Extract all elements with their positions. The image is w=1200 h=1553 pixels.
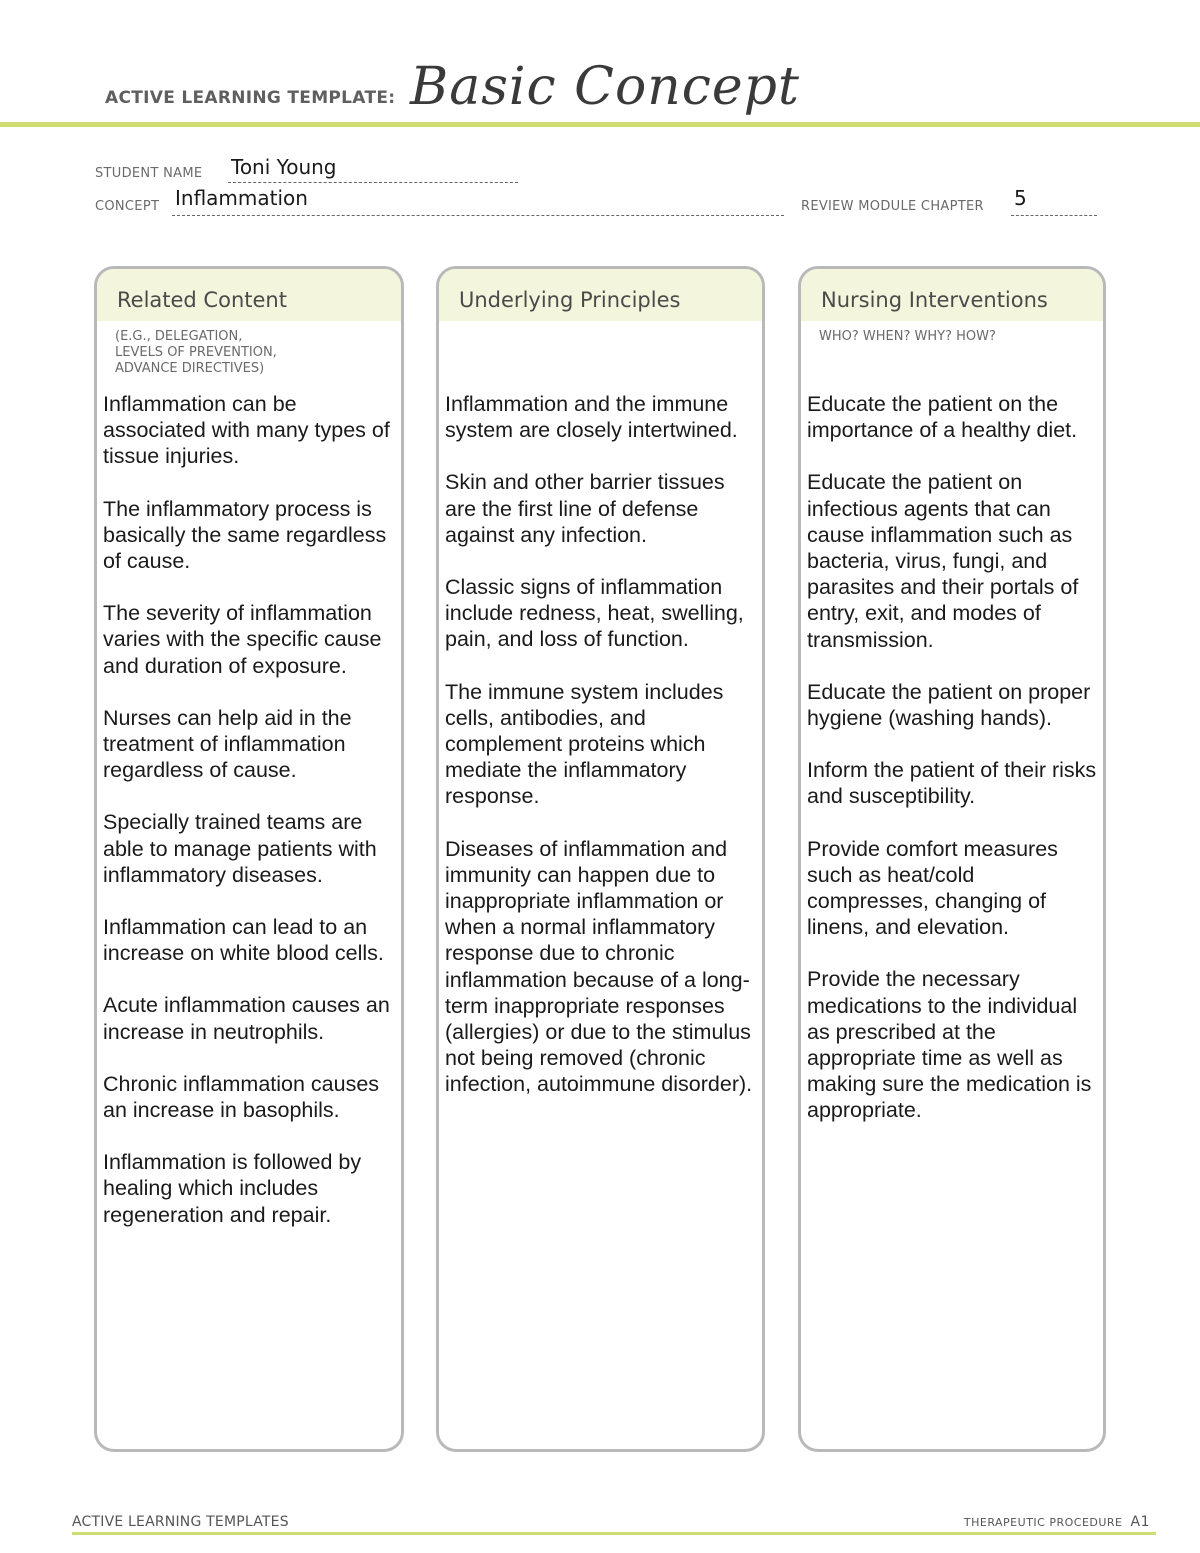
concept-value: Inflammation [175,186,308,210]
chapter-label: REVIEW MODULE CHAPTER [801,199,984,214]
paragraph: Skin and other barrier tissues are the first line of defense against any infection. [445,470,725,547]
paragraph: Educate the patient on infectious agents that can cause inflammation such as bacteria, virus, fungi, and parasites and their portals of entry, exit, and modes of transmission. [807,470,1079,652]
nursing-interventions-panel [798,266,1106,1452]
paragraph: Inflammation and the immune system are closely intertwined. [445,392,738,443]
student-name-label: STUDENT NAME [95,166,203,181]
paragraph: Educate the patient on proper hygiene (washing hands). [807,679,1091,731]
footer-left-label: ACTIVE LEARNING TEMPLATES [72,1514,289,1530]
paragraph: Inflammation can be associated with many types of tissue injuries. [103,392,390,469]
paragraph: Specially trained teams are able to manage patients with inflammatory diseases. [103,810,377,887]
underlying-principles-title: Underlying Principles [459,288,681,312]
panel-header [801,269,1103,321]
underlying-principles-panel [436,266,765,1452]
footer-right-label [964,1514,1150,1530]
page-title: Basic Concept [410,57,800,117]
paragraph: The inflammatory process is basically the same regardless of cause. [103,496,387,574]
paragraph: The severity of inflammation varies with the specific cause and duration of exposure. [103,601,382,678]
nursing-interventions-subtitle: WHO? WHEN? WHY? HOW? [819,329,996,344]
footer-code: A1 [1130,1514,1150,1530]
paragraph: The immune system includes cells, antibodies, and complement proteins which mediate the inflammatory response. [445,679,724,809]
related-content-body[interactable] [103,391,395,1254]
page-header [105,55,1105,125]
paragraph: Provide comfort measures such as heat/cold compresses, changing of linens, and elevation. [807,836,1058,940]
paragraph: Inform the patient of their risks and susceptibility. [807,758,1097,809]
paragraph: Provide the necessary medications to the individual as prescribed at the appropriate time as well as making sure the medication is appropriate. [807,967,1092,1123]
paragraph: Acute inflammation causes an increase in neutrophils. [103,993,390,1044]
paragraph: Diseases of inflammation and immunity can happen due to inappropriate inflammation or when a normal inflammatory response due to chronic inflammation because of a long-term inappropriate responses (allergies) or due to the stimulus not being removed (chronic infection, autoimmune disorder). [445,836,753,1097]
paragraph: Chronic inflammation causes an increase in basophils. [103,1071,380,1123]
student-name-value: Toni Young [231,155,337,179]
related-content-subtitle: (E.G., DELEGATION, LEVELS OF PREVENTION, ADVANCE DIRECTIVES) [115,329,277,376]
footer-divider [72,1532,1156,1535]
paragraph: Educate the patient on the importance of a healthy diet. [807,392,1078,443]
footer-procedure: THERAPEUTIC PROCEDURE [963,1516,1123,1529]
header-divider [0,122,1200,127]
underlying-principles-body[interactable] [445,391,756,1124]
panel-header [439,269,762,321]
nursing-interventions-body[interactable] [807,391,1097,1150]
template-label: ACTIVE LEARNING TEMPLATE: [105,88,396,108]
paragraph: Nurses can help aid in the treatment of inflammation regardless of cause. [103,705,352,783]
related-content-title: Related Content [117,288,287,312]
paragraph: Inflammation is followed by healing which includes regeneration and repair. [103,1150,362,1227]
chapter-value: 5 [1014,186,1027,210]
paragraph: Classic signs of inflammation include redness, heat, swelling, pain, and loss of function. [445,575,744,652]
nursing-interventions-title: Nursing Interventions [821,288,1048,312]
paragraph: Inflammation can lead to an increase on white blood cells. [103,915,384,966]
related-content-panel [94,266,404,1452]
concept-label: CONCEPT [95,199,160,214]
panel-header [97,269,401,321]
